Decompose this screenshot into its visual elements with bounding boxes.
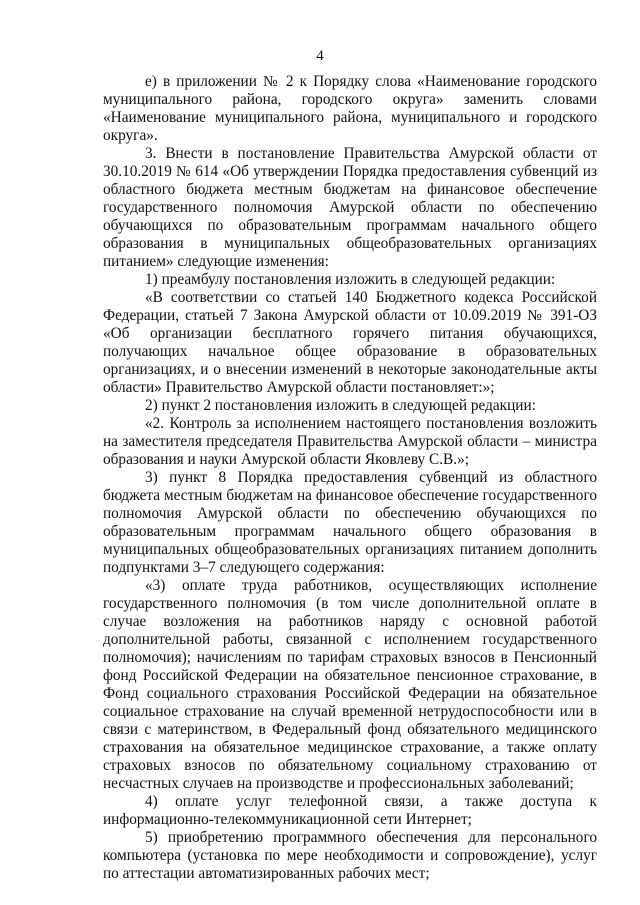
- document-body: [103, 73, 597, 883]
- paragraph-3-1: 1) преамбулу постановления изложить в следующей редакции:: [145, 271, 556, 288]
- paragraph-3: 3. Внести в постановление Правительства Амурской области от 30.10.2019 № 614 «Об утверждении Порядка предоставления субвенций из областного бюджета местным бюджетам на финансовое обеспечение государственного полномочия Амурской области по обеспечению обучающихся по образовательным программам начального общего образования в муниципальных общеобразовательных организациях питанием» следующие изменения:: [103, 145, 597, 270]
- paragraph-3-3: 3) пункт 8 Порядка предоставления субвенций из областного бюджета местным бюджетам на финансовое обеспечение государственного полномочия Амурской области по обеспечению обучающихся по образовательным программам начального общего образования в муниципальных общеобразовательных организациях питанием дополнить подпунктами 3–7 следующего содержания:: [103, 469, 597, 576]
- paragraph-subpoint-4: 4) оплате услуг телефонной связи, а также доступа к информационно-телекоммуникационной сети Интернет;: [103, 793, 597, 828]
- paragraph-subpoint-5: 5) приобретению программного обеспечения для персонального компьютера (установка по мере необходимости и сопровождение), услуг по аттестации автоматизированных рабочих мест;: [103, 829, 597, 882]
- page-number: 4: [316, 48, 324, 64]
- paragraph-preamble-quote: «В соответствии со статьей 140 Бюджетного кодекса Российской Федерации, статьей 7 Закона Амурской области от 10.09.2019 № 391-ОЗ «Об организации бесплатного горячего питания обучающихся, получающих начальное общее образование в образовательных организациях, и о внесении изменений в некоторые законодательные акты области» Правительство Амурской области постановляет:»;: [103, 289, 597, 396]
- paragraph-control-quote: «2. Контроль за исполнением настоящего постановления возложить на заместителя председателя Правительства Амурской области – министра образования и науки Амурской области Яковлеву С.В.»;: [103, 415, 597, 468]
- paragraph-e: е) в приложении № 2 к Порядку слова «Наименование городского муниципального района, городского округа» заменить словами «Наименование муниципального района, муниципального и городского округа».: [103, 73, 597, 144]
- paragraph-3-2: 2) пункт 2 постановления изложить в следующей редакции:: [145, 397, 536, 414]
- paragraph-subpoint-3: «3) оплате труда работников, осуществляющих исполнение государственного полномочия (в том числе дополнительной оплате в случае возложения на работников наряду с основной работой дополнительной работы, связанной с исполнением государственного полномочия); начислениям по тарифам страховых взносов в Пенсионный фонд Российской Федерации на обязательное пенсионное страхование, в Фонд социального страхования Российской Федерации на обязательное социальное страхование на случай временной нетрудоспособности или в связи с материнством, в Федеральный фонд обязательного медицинского страхования на обязательное медицинское страхование, а также оплату страховых взносов по обязательному социальному страхованию от несчастных случаев на производстве и профессиональных заболеваний;: [103, 577, 597, 792]
